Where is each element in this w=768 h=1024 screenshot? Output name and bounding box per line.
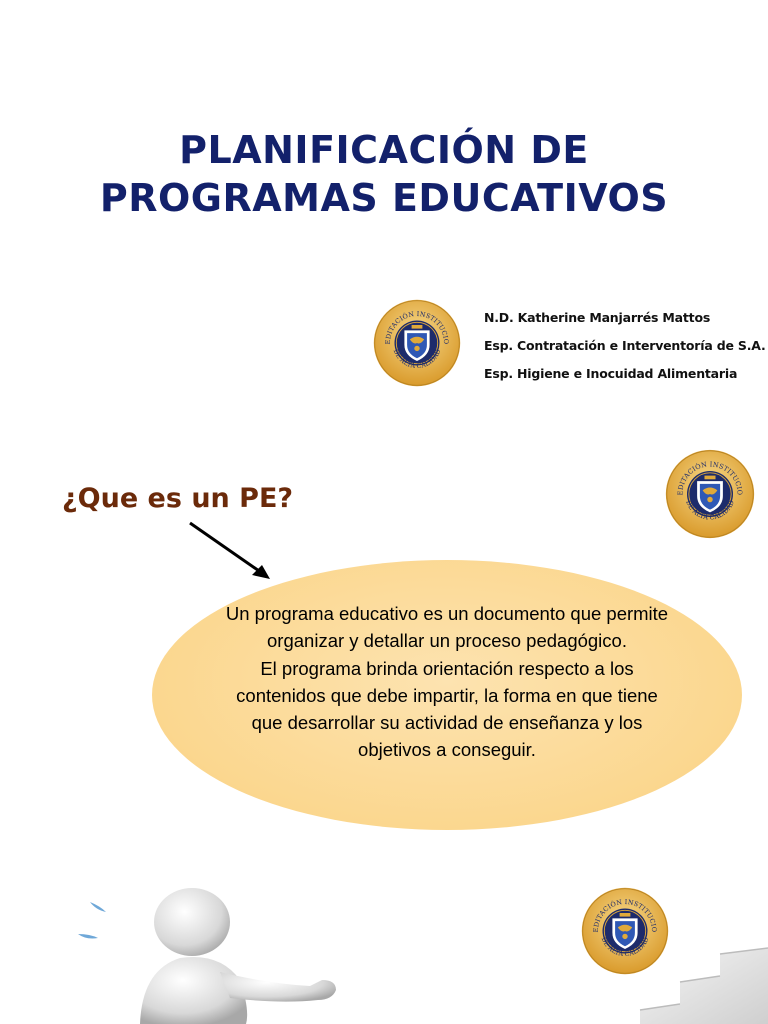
author-specialty-1: Esp. Contratación e Interventoría de S.A.: [484, 338, 766, 353]
title-line-2: PROGRAMAS EDUCATIVOS: [99, 176, 669, 220]
author-specialty-2: Esp. Higiene e Inocuidad Alimentaria: [484, 366, 738, 381]
title-line-1: PLANIFICACIÓN DE: [179, 128, 589, 172]
question-heading: ¿Que es un PE?: [62, 483, 294, 514]
page-title: [0, 126, 768, 222]
3d-person-running-icon: [70, 880, 360, 1024]
accreditation-seal-icon: [372, 298, 462, 388]
accreditation-seal-icon: [664, 448, 756, 540]
author-info: [484, 304, 764, 388]
definition-paragraph-1: Un programa educativo es un documento que permite organizar y detallar un proceso pedagógico.: [225, 603, 669, 652]
stairs-icon: [600, 930, 768, 1024]
arrow-icon: [180, 515, 280, 585]
definition-text: [222, 600, 672, 764]
author-name: N.D. Katherine Manjarrés Mattos: [484, 310, 711, 325]
definition-paragraph-2: El programa brinda orientación respecto a los contenidos que debe impartir, la forma en que tiene que desarrollar su actividad de enseñanza y los objetivos a conseguir.: [236, 657, 658, 761]
